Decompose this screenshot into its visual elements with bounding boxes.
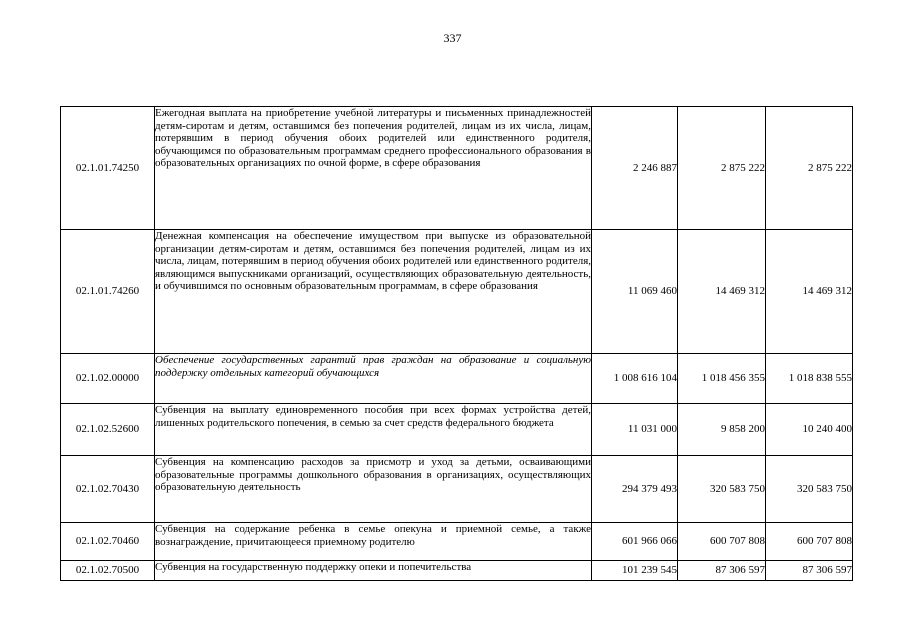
table-row [61, 523, 853, 561]
row-code: 02.1.02.70460 [61, 523, 155, 561]
table-row [61, 561, 853, 581]
row-value-3: 2 875 222 [766, 107, 853, 230]
row-value-2: 320 583 750 [678, 456, 766, 523]
row-value-2: 1 018 456 355 [678, 354, 766, 404]
table-row [61, 404, 853, 456]
row-description: Субвенция на компенсацию расходов за присмотр и уход за детьми, осваивающими образовательные программы дошкольного образования в организациях, осуществляющих образовательную деятельность [155, 456, 592, 523]
row-value-3: 1 018 838 555 [766, 354, 853, 404]
row-value-1: 101 239 545 [592, 561, 678, 581]
row-value-2: 9 858 200 [678, 404, 766, 456]
row-value-3: 87 306 597 [766, 561, 853, 581]
row-description: Субвенция на выплату единовременного пособия при всех формах устройства детей, лишенных родительского попечения, в семью за счет средств федерального бюджета [155, 404, 592, 456]
row-value-1: 294 379 493 [592, 456, 678, 523]
row-value-3: 14 469 312 [766, 230, 853, 354]
row-value-1: 2 246 887 [592, 107, 678, 230]
row-value-1: 11 069 460 [592, 230, 678, 354]
row-description: Ежегодная выплата на приобретение учебной литературы и письменных принадлежностей детям-сиротам и детям, оставшимся без попечения родителей, лицам из их числа, лицам, потерявшим в период обучения обоих родителей или единственного родителя, обучающимся по образовательным программам среднего профессионального образования в образовательных организациях по очной форме, в сфере образования [155, 107, 592, 230]
row-code: 02.1.02.70500 [61, 561, 155, 581]
row-value-1: 601 966 066 [592, 523, 678, 561]
budget-table [60, 106, 853, 581]
row-description: Субвенция на содержание ребенка в семье опекуна и приемной семье, а также вознаграждение, причитающееся приемному родителю [155, 523, 592, 561]
row-value-2: 600 707 808 [678, 523, 766, 561]
row-code: 02.1.01.74260 [61, 230, 155, 354]
row-code: 02.1.02.52600 [61, 404, 155, 456]
row-value-2: 87 306 597 [678, 561, 766, 581]
row-value-1: 11 031 000 [592, 404, 678, 456]
row-value-2: 14 469 312 [678, 230, 766, 354]
row-description: Денежная компенсация на обеспечение имуществом при выпуске из образовательной организации детям-сиротам и детям, оставшимся без попечения родителей, лицам из их числа, лицам, потерявшим в период обучения обоих родителей или единственного родителя, являющимся выпускниками организаций, осуществляющих образовательную деятельность, и обучившимся по основным образовательным программам, в сфере образования [155, 230, 592, 354]
row-description: Субвенция на государственную поддержку опеки и попечительства [155, 561, 592, 581]
table-row [61, 230, 853, 354]
table-row [61, 456, 853, 523]
row-code: 02.1.02.70430 [61, 456, 155, 523]
row-value-2: 2 875 222 [678, 107, 766, 230]
row-value-3: 320 583 750 [766, 456, 853, 523]
row-value-3: 600 707 808 [766, 523, 853, 561]
row-code: 02.1.01.74250 [61, 107, 155, 230]
row-description: Обеспечение государственных гарантий прав граждан на образование и социальную поддержку отдельных категорий обучающихся [155, 354, 592, 404]
row-value-1: 1 008 616 104 [592, 354, 678, 404]
row-value-3: 10 240 400 [766, 404, 853, 456]
page-number: 337 [443, 31, 462, 45]
row-code: 02.1.02.00000 [61, 354, 155, 404]
table-row [61, 354, 853, 404]
table-row [61, 107, 853, 230]
